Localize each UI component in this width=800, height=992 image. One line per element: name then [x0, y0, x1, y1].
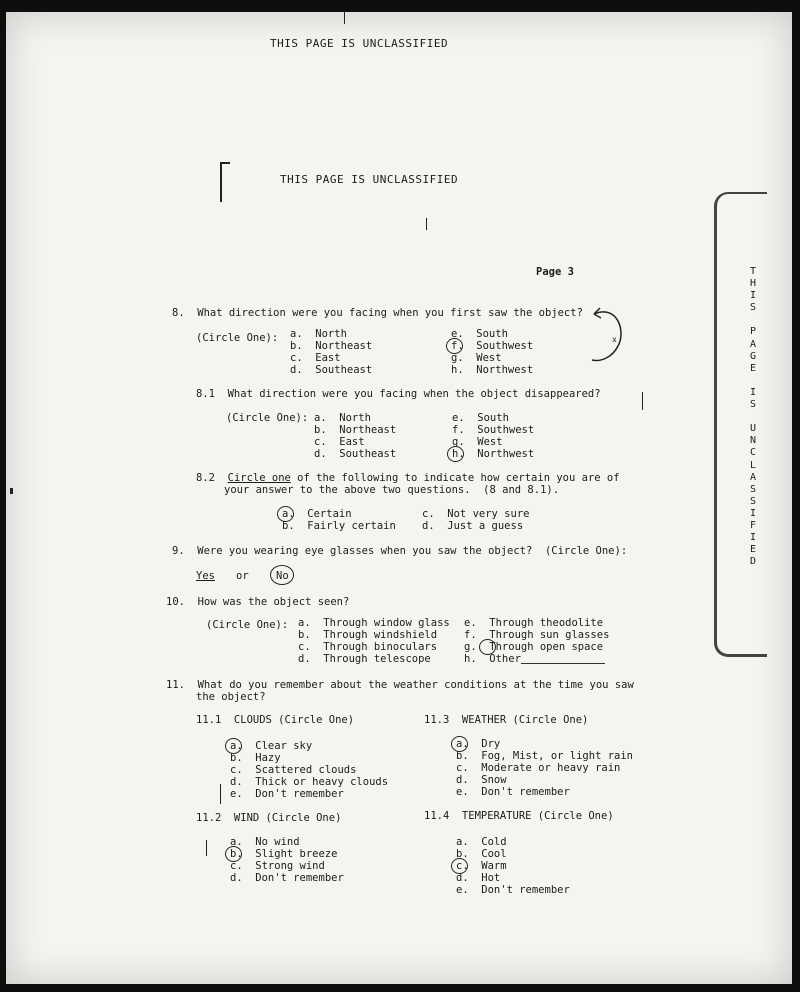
q11-4-option-d[interactable]: d. Hot: [456, 872, 501, 884]
q10-option-h[interactable]: h. Other: [464, 653, 521, 665]
q8-question: 8. What direction were you facing when you first saw the object?: [172, 307, 583, 319]
q8-2-option-b[interactable]: b. Fairly certain: [282, 520, 396, 532]
q11-4-option-c[interactable]: c. Warm: [456, 860, 507, 872]
q8-1-option-g[interactable]: g. West: [452, 436, 503, 448]
scan-speck: [206, 840, 207, 856]
q9-selected-circle: [270, 565, 294, 585]
q11-4-option-a[interactable]: a. Cold: [456, 836, 507, 848]
q11-1-title: 11.1 CLOUDS (Circle One): [196, 714, 355, 726]
bracket-mark: [220, 162, 230, 202]
q11-2-title: 11.2 WIND (Circle One): [196, 812, 342, 824]
side-classification-banner: T H I S P A G E I S U N C L A S S I F I E D: [749, 266, 757, 568]
q11-2-option-b[interactable]: b. Slight breeze: [230, 848, 338, 860]
q10-option-d[interactable]: d. Through telescope: [298, 653, 431, 665]
q11-1-option-b[interactable]: b. Hazy: [230, 752, 281, 764]
q8-option-h[interactable]: h. Northwest: [451, 364, 534, 376]
q10-option-c[interactable]: c. Through binoculars: [298, 641, 438, 653]
scan-speck: [642, 392, 643, 410]
q9-question: 9. Were you wearing eye glasses when you saw the object? (Circle One):: [172, 545, 628, 557]
q8-1-instruction: (Circle One):: [226, 412, 309, 424]
q11-question-line2: the object?: [196, 691, 266, 703]
q10-option-f[interactable]: f. Through sun glasses: [464, 629, 610, 641]
q8-option-f[interactable]: f. Southwest: [451, 340, 534, 352]
q10-question: 10. How was the object seen?: [166, 596, 350, 608]
q10-selected-circle: [479, 639, 496, 655]
q10-option-e[interactable]: e. Through theodolite: [464, 617, 604, 629]
q9-or: or: [236, 570, 249, 582]
q11-1-selected-circle: [225, 738, 242, 754]
q8-1-option-e[interactable]: e. South: [452, 412, 509, 424]
q11-1-option-a[interactable]: a. Clear sky: [230, 740, 313, 752]
q8-2-question-line2: your answer to the above two questions. (8 and 8.1).: [224, 484, 560, 496]
classification-banner-inner: THIS PAGE IS UNCLASSIFIED: [280, 173, 459, 186]
q11-3-selected-circle: [451, 736, 468, 752]
q8-instruction: (Circle One):: [196, 332, 279, 344]
scan-speck: [220, 784, 221, 804]
q11-3-option-e[interactable]: e. Don't remember: [456, 786, 570, 798]
scan-speck: [10, 488, 13, 494]
q10-instruction: (Circle One):: [206, 619, 289, 631]
q8-2-question: 8.2 Circle one of the following to indicate how certain you are of: [196, 472, 620, 484]
q10-other-fill-line: [521, 663, 605, 664]
q11-2-option-c[interactable]: c. Strong wind: [230, 860, 325, 872]
q8-1-option-f[interactable]: f. Southwest: [452, 424, 535, 436]
q8-option-a[interactable]: a. North: [290, 328, 347, 340]
q9-option-yes[interactable]: Yes: [196, 570, 215, 582]
q8-1-option-a[interactable]: a. North: [314, 412, 371, 424]
document-page: [6, 12, 792, 984]
side-banner-bracket: [714, 192, 767, 657]
q11-3-option-d[interactable]: d. Snow: [456, 774, 507, 786]
q11-2-selected-circle: [225, 846, 242, 862]
q10-option-a[interactable]: a. Through window glass: [298, 617, 450, 629]
q11-3-option-b[interactable]: b. Fog, Mist, or light rain: [456, 750, 634, 762]
q8-2-option-c[interactable]: c. Not very sure: [422, 508, 530, 520]
q8-1-question: 8.1 What direction were you facing when the object disappeared?: [196, 388, 601, 400]
q11-question: 11. What do you remember about the weather conditions at the time you saw: [166, 679, 634, 691]
q8-1-option-h[interactable]: h. Northwest: [452, 448, 535, 460]
q8-option-c[interactable]: c. East: [290, 352, 341, 364]
q11-4-option-e[interactable]: e. Don't remember: [456, 884, 570, 896]
q11-3-title: 11.3 WEATHER (Circle One): [424, 714, 589, 726]
q10-option-b[interactable]: b. Through windshield: [298, 629, 438, 641]
q8-2-option-a[interactable]: a. Certain: [282, 508, 352, 520]
q8-option-g[interactable]: g. West: [451, 352, 502, 364]
q8-option-b[interactable]: b. Northeast: [290, 340, 373, 352]
scan-speck: [344, 12, 345, 24]
q8-selected-circle: [446, 338, 463, 354]
q8-option-d[interactable]: d. Southeast: [290, 364, 373, 376]
q8-1-option-d[interactable]: d. Southeast: [314, 448, 397, 460]
svg-text:x: x: [612, 335, 617, 344]
curved-arrow-annotation: [588, 302, 628, 368]
classification-banner-top: THIS PAGE IS UNCLASSIFIED: [270, 37, 449, 50]
scan-speck: [426, 218, 427, 230]
q11-1-option-d[interactable]: d. Thick or heavy clouds: [230, 776, 389, 788]
q11-2-option-a[interactable]: a. No wind: [230, 836, 300, 848]
q8-2-selected-circle: [277, 506, 294, 522]
q10-option-g[interactable]: g. Through open space: [464, 641, 604, 653]
q11-4-selected-circle: [451, 858, 468, 874]
q11-3-option-a[interactable]: a. Dry: [456, 738, 501, 750]
page-number: Page 3: [536, 266, 574, 278]
q11-4-option-b[interactable]: b. Cool: [456, 848, 507, 860]
q11-4-title: 11.4 TEMPERATURE (Circle One): [424, 810, 614, 822]
q8-1-option-c[interactable]: c. East: [314, 436, 365, 448]
q8-1-option-b[interactable]: b. Northeast: [314, 424, 397, 436]
q11-2-option-d[interactable]: d. Don't remember: [230, 872, 344, 884]
q8-option-e[interactable]: e. South: [451, 328, 508, 340]
q9-option-no[interactable]: No: [276, 570, 289, 582]
q11-1-option-e[interactable]: e. Don't remember: [230, 788, 344, 800]
q8-1-selected-circle: [447, 446, 464, 462]
q11-3-option-c[interactable]: c. Moderate or heavy rain: [456, 762, 621, 774]
q8-2-option-d[interactable]: d. Just a guess: [422, 520, 524, 532]
q11-1-option-c[interactable]: c. Scattered clouds: [230, 764, 357, 776]
